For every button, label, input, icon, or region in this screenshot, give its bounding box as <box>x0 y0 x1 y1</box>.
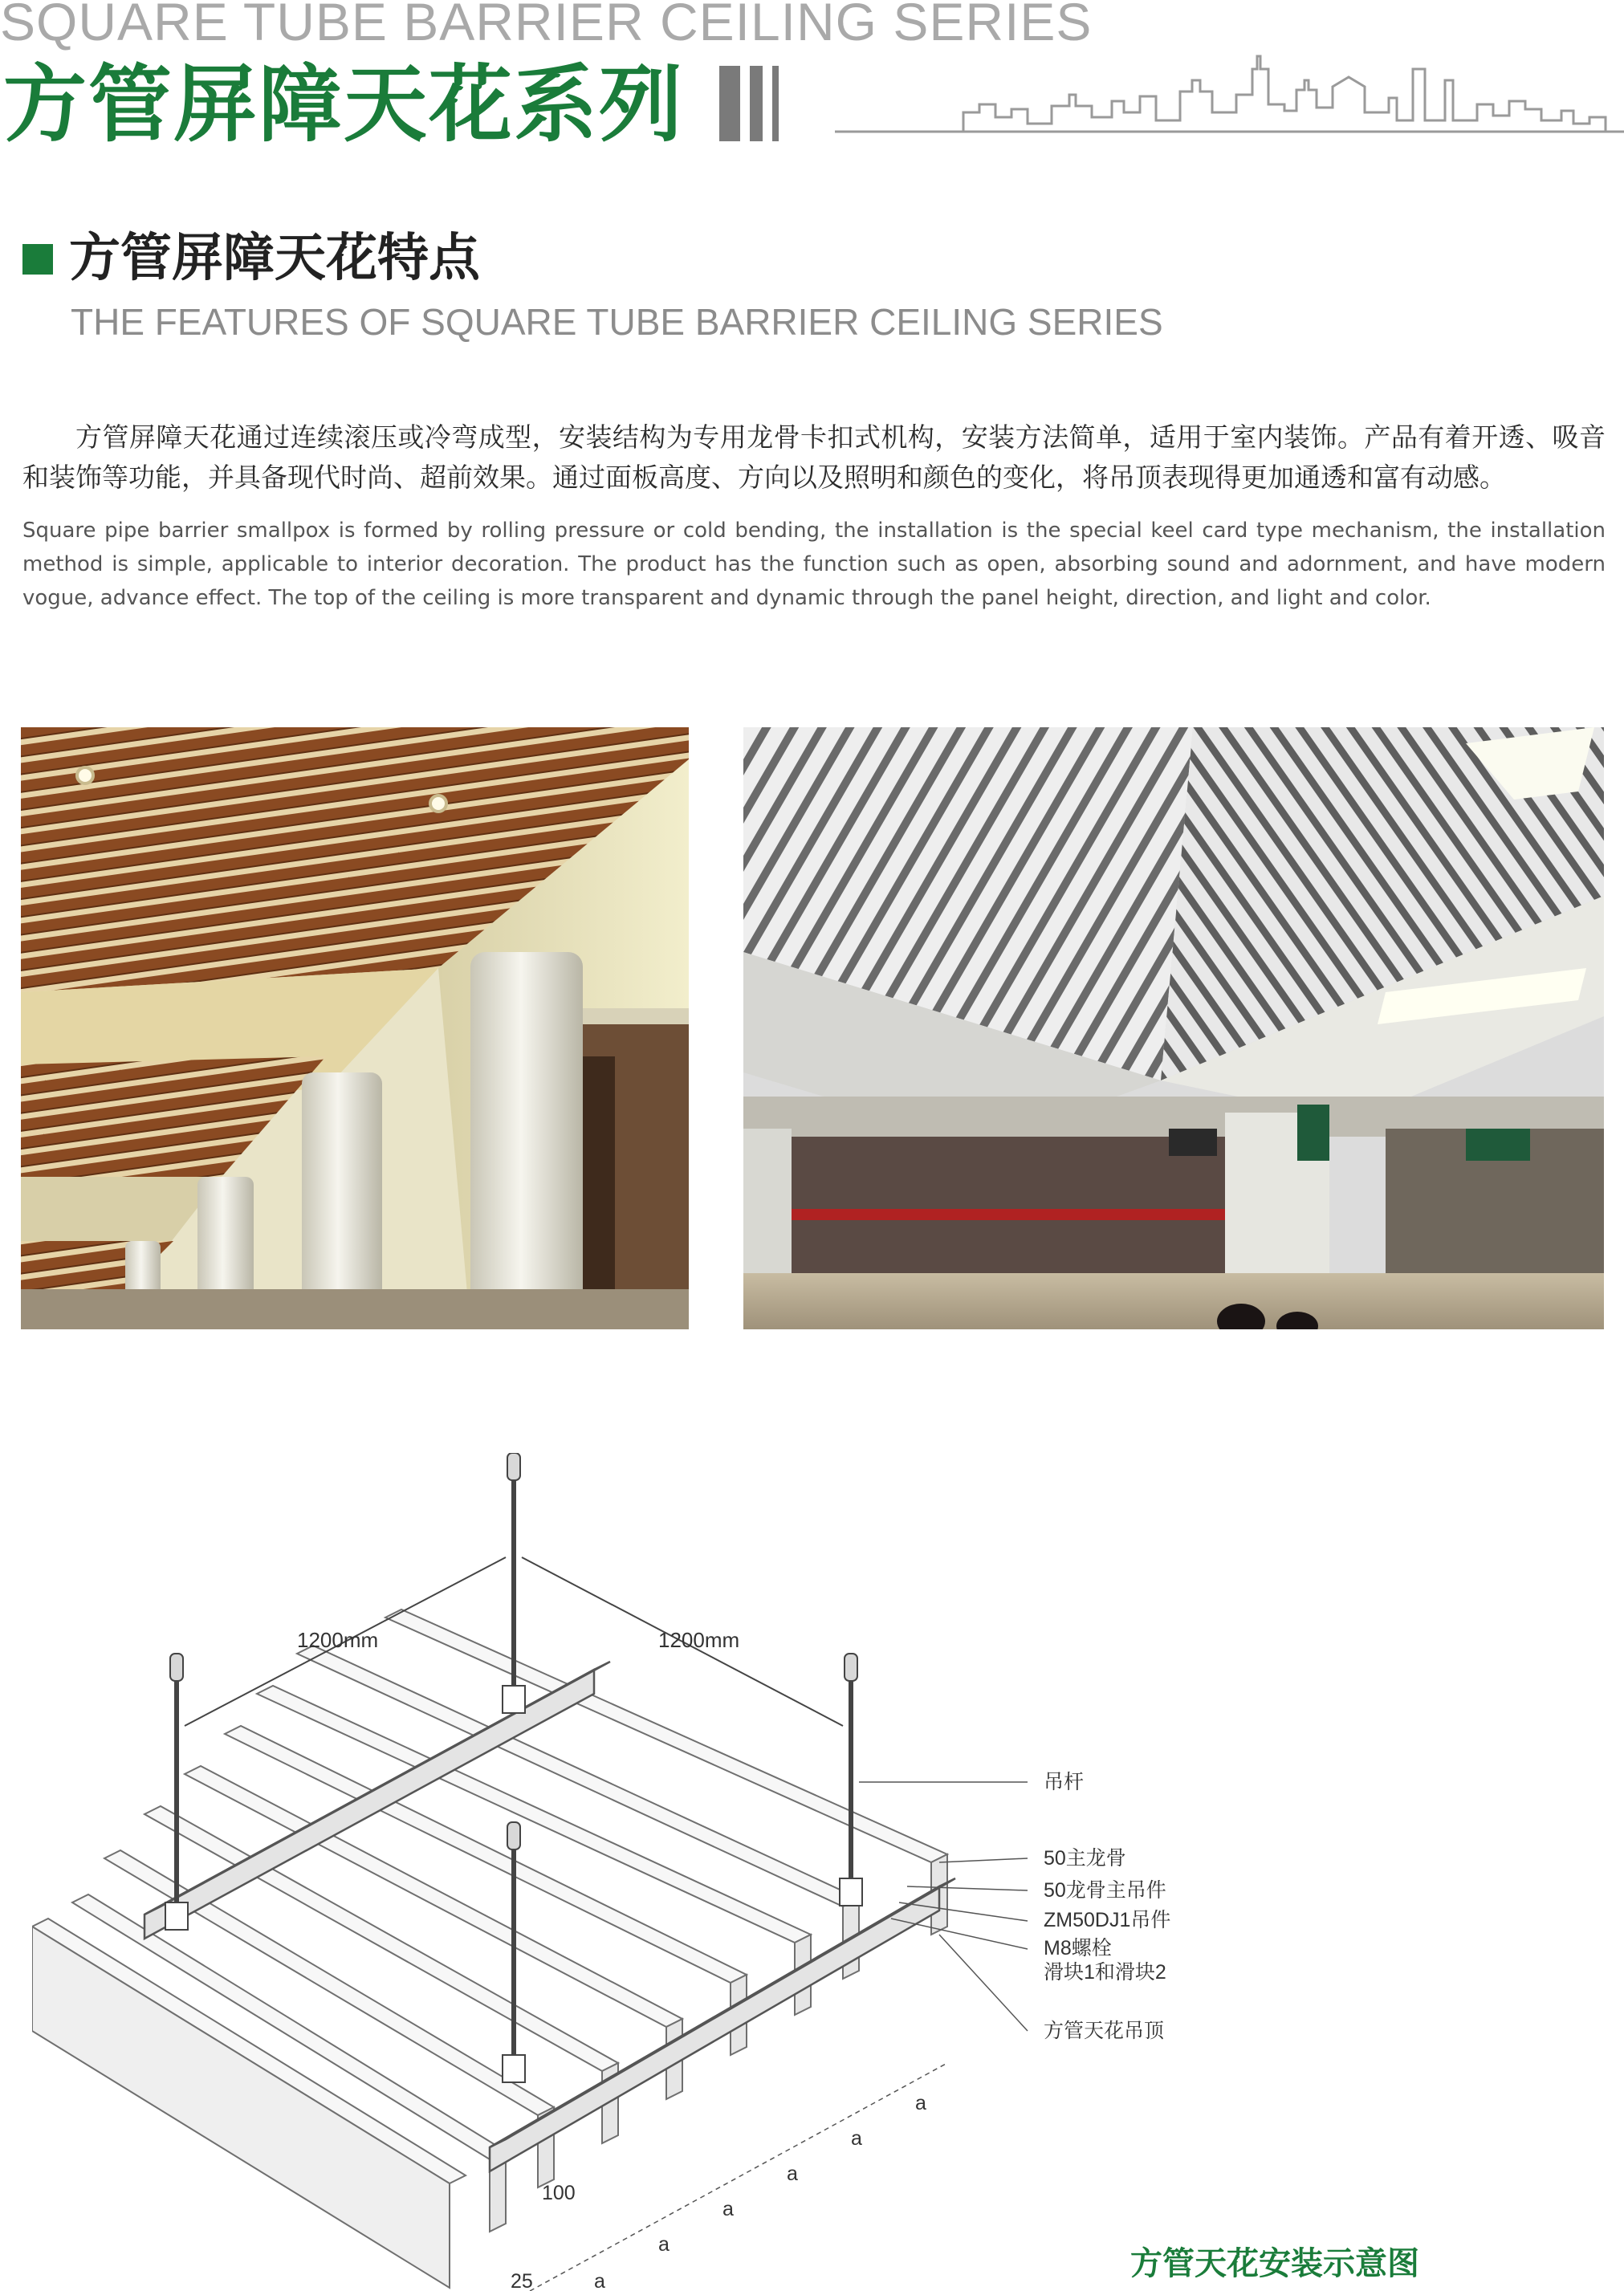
dim-a-3: a <box>722 2198 734 2220</box>
dim-100: 100 <box>542 2182 576 2204</box>
label-main-keel: 50主龙骨 <box>1044 1847 1126 1870</box>
body-paragraph-cn: 方管屏障天花通过连续滚压或冷弯成型，安装结构为专用龙骨卡扣式机构，安装方法简单，适用于室内装饰。产品有着开透、吸音和装饰等功能，并具备现代时尚、超前效果。通过面板高度、方向以及照明和颜色的变化，将吊顶表现得更加通透和富有动感。 <box>22 421 1606 493</box>
label-keel-hanger: 50龙骨主吊件 <box>1044 1879 1166 1902</box>
dim-left: 1200mm <box>297 1628 379 1652</box>
dim-a-1: a <box>594 2270 605 2291</box>
diagram-caption: 方管天花安装示意图 <box>1130 2245 1419 2282</box>
dim-a-2: a <box>658 2233 670 2256</box>
dim-right: 1200mm <box>658 1628 740 1652</box>
dim-a-5: a <box>851 2127 862 2150</box>
dim-25: 25 <box>511 2270 533 2291</box>
series-title-en: SQUARE TUBE BARRIER CEILING SERIES <box>0 0 1093 51</box>
label-hanger-rod: 吊杆 <box>1044 1771 1085 1793</box>
photo-wood-ceiling <box>21 727 689 1329</box>
label-bolt: M8螺栓 <box>1044 1937 1112 1959</box>
label-ceiling: 方管天花吊顶 <box>1044 2020 1165 2042</box>
section-title-en: THE FEATURES OF SQUARE TUBE BARRIER CEILING SERIES <box>71 301 1163 343</box>
section-title-cn: 方管屏障天花特点 <box>69 229 480 288</box>
label-zm-hanger: ZM50DJ1吊件 <box>1044 1909 1171 1931</box>
installation-diagram <box>32 1453 1236 2291</box>
header-bar-thick <box>719 66 740 141</box>
dim-a-6: a <box>915 2092 926 2114</box>
header-bar-thin <box>772 66 779 141</box>
series-title-cn: 方管屏障天花系列 <box>3 55 685 153</box>
city-skyline-icon <box>835 48 1624 136</box>
dim-a-4: a <box>787 2163 798 2185</box>
header-bar-mid <box>750 66 763 141</box>
photo-subway-ceiling <box>743 727 1604 1329</box>
section-marker-square <box>22 244 53 275</box>
square-tube-panels <box>32 1609 947 2288</box>
label-slider: 滑块1和滑块2 <box>1044 1961 1166 1984</box>
body-paragraph-en: Square pipe barrier smallpox is formed by rolling pressure or cold bending, the installation is the special keel card type mechanism, the installation method is simple, applicable to interior decoration. The product has the function such as open, absorbing sound and adornment, and have modern vogue, advance effect. The top of the ceiling is more transparent and dynamic through the panel height, direction, and light and color. <box>22 519 1606 610</box>
